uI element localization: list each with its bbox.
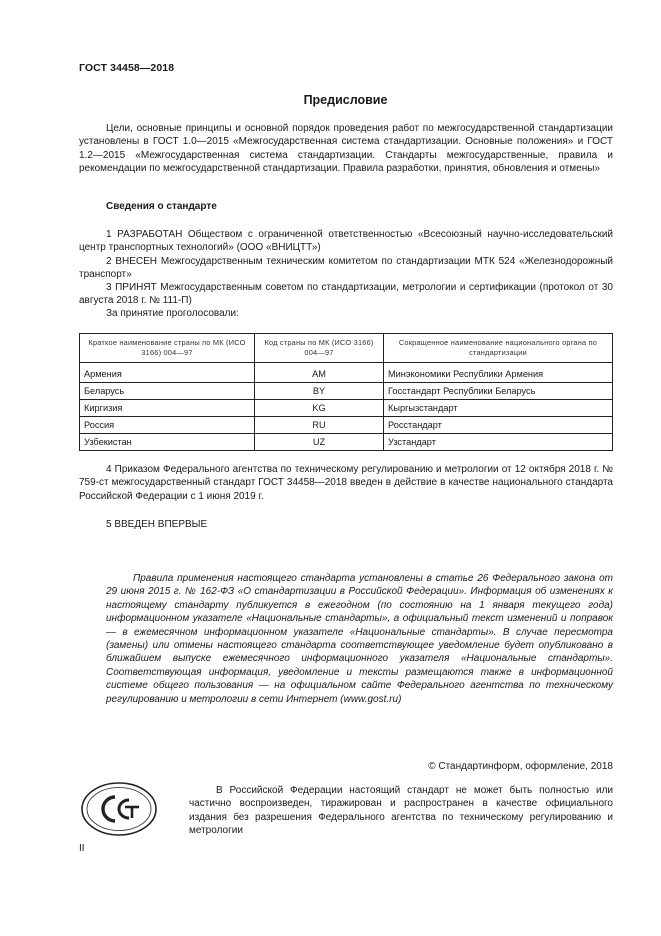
table-row [80, 400, 613, 417]
application-rules-notice: Правила применения настоящего стандарта установлены в статье 26 Федерального закона от 29 июня 2015 г. № 162-ФЗ «О стандартизации в Российской Федерации». Информация об изменениях к настоящему стандарту публикуется в ежегодном (по состоянию на 1 января текущего года) информационном указателе «Национальные стандарты», а официальный текст изменений и поправок — в ежемесячном информационном указателе «Национальные стандарты». В случае пересмотра (замены) или отмены настоящего стандарта соответствующее уведомление будет опубликовано в ближайшем выпуске ежемесячного информационного указателя «Национальные стандарты». Соответствующая информация, уведомление и тексты размещаются также в информационной системе общего пользования — на официальном сайте Федерального агентства по техническому регулированию и метрологии в сети Интернет (www.gost.ru) [106, 573, 613, 705]
code-cell: KG [255, 400, 384, 417]
header-body: Сокращенное наименование национального органа по стандартизации [384, 334, 613, 363]
foreword-intro: Цели, основные принципы и основной порядок проведения работ по межгосударственной стандартизации установлены в ГОСТ 1.0—2015 «Межгосударственная система стандартизации. Основные положения» и ГОСТ 1.2—2015 «Межгосударственная система стандартизации. Стандарты межгосударственные, правила и рекомендации по межгосударственной стандартизации. Правила разработки, принятия, обновления и отмены» [79, 123, 613, 175]
body-cell: Узстандарт [384, 434, 613, 451]
body-cell: Госстандарт Республики Беларусь [384, 383, 613, 400]
table-row [80, 434, 613, 451]
copyright: © Стандартинформ, оформление, 2018 [428, 761, 613, 772]
country-cell: Киргизия [80, 400, 255, 417]
code-cell: BY [255, 383, 384, 400]
gost-r-certification-mark-icon [79, 780, 159, 838]
reproduction-notice: В Российской Федерации настоящий стандарт не может быть полностью или частично воспроизведен, тиражирован и распространен в качестве официального издания без разрешения Федерального агентства по техническому регулированию и метрологии [189, 785, 613, 837]
header-country: Краткое наименование страны по МК (ИСО 3166) 004—97 [80, 334, 255, 363]
code-cell: AM [255, 363, 384, 383]
vote-table [79, 333, 613, 451]
standard-info-heading: Сведения о стандарте [106, 201, 217, 212]
table-header-row [80, 334, 613, 363]
info-item-4: 4 Приказом Федерального агентства по техническому регулированию и метрологии от 12 октября 2018 г. № 759-ст межгосударственный стандарт ГОСТ 34458—2018 введен в действие в качестве национального стандарта Российской Федерации с 1 июня 2019 г. [79, 464, 613, 502]
code-cell: RU [255, 417, 384, 434]
info-item-2: 2 ВНЕСЕН Межгосударственным техническим комитетом по стандартизации МТК 524 «Железнодорожный транспорт» [79, 256, 613, 281]
info-item-1: 1 РАЗРАБОТАН Обществом с ограниченной ответственностью «Всесоюзный научно-исследовательский центр транспортных технологий» (ООО «ВНИЦТТ») [79, 229, 613, 254]
vote-line: За принятие проголосовали: [106, 308, 239, 319]
country-cell: Россия [80, 417, 255, 434]
country-cell: Узбекистан [80, 434, 255, 451]
body-cell: Росстандарт [384, 417, 613, 434]
table-row [80, 417, 613, 434]
body-cell: Минэкономики Республики Армения [384, 363, 613, 383]
standard-header: ГОСТ 34458—2018 [79, 62, 175, 74]
info-item-3: 3 ПРИНЯТ Межгосударственным советом по стандартизации, метрологии и сертификации (протокол от 30 августа 2018 г. № 111-П) [79, 282, 613, 307]
foreword-title: Предисловие [303, 93, 388, 107]
table-row [80, 363, 613, 383]
table-row [80, 383, 613, 400]
page-number: II [79, 843, 85, 854]
country-cell: Беларусь [80, 383, 255, 400]
info-item-5: 5 ВВЕДЕН ВПЕРВЫЕ [106, 519, 208, 530]
country-cell: Армения [80, 363, 255, 383]
code-cell: UZ [255, 434, 384, 451]
body-cell: Кыргызстандарт [384, 400, 613, 417]
header-code: Код страны по МК (ИСО 3166) 004—97 [255, 334, 384, 363]
